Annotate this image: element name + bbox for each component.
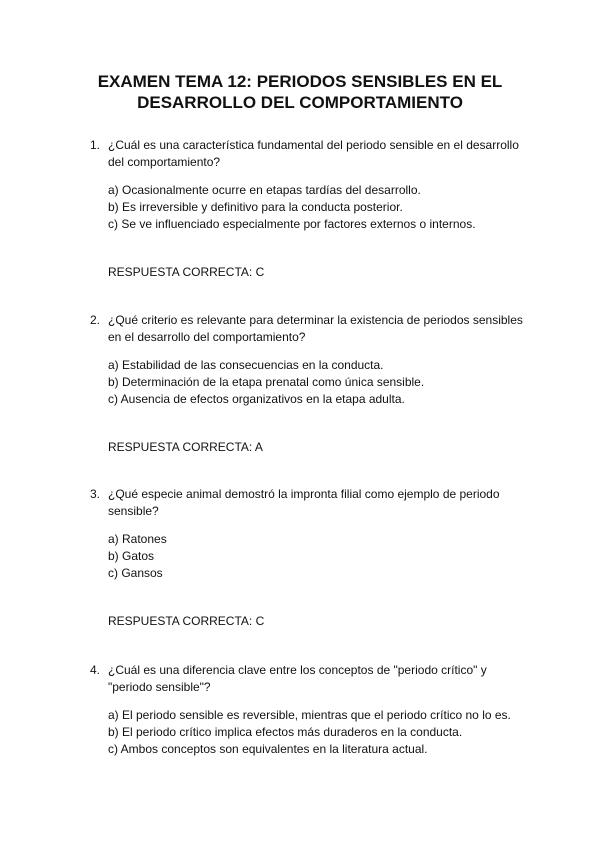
option: a) Ratones — [108, 532, 167, 546]
question-number: 3. — [90, 487, 101, 501]
question-text: ¿Qué criterio es relevante para determinar la existencia de periodos sensibles en el desarrollo del comportamiento? — [108, 313, 523, 344]
options-list — [90, 531, 530, 582]
title-line-2: DESARROLLO DEL COMPORTAMIENTO — [137, 93, 463, 112]
question-2 — [90, 312, 530, 456]
options-list — [90, 182, 530, 233]
option: a) Ocasionalmente ocurre en etapas tardías del desarrollo. — [108, 183, 421, 197]
option: b) El periodo crítico implica efectos más duraderos en la conducta. — [108, 725, 463, 739]
question-4 — [90, 662, 530, 758]
option: b) Determinación de la etapa prenatal como única sensible. — [108, 375, 425, 389]
question-row — [90, 662, 530, 696]
title-line-1: EXAMEN TEMA 12: PERIODOS SENSIBLES EN EL — [97, 72, 503, 91]
question-row — [90, 312, 530, 346]
question-number: 4. — [90, 663, 101, 677]
option: a) Estabilidad de las consecuencias en la conducta. — [108, 358, 384, 372]
option: b) Es irreversible y definitivo para la conducta posterior. — [108, 200, 403, 214]
option: c) Ausencia de efectos organizativos en la etapa adulta. — [108, 392, 405, 406]
option: c) Ambos conceptos son equivalentes en la literatura actual. — [108, 742, 428, 756]
options-list — [90, 357, 530, 408]
question-row — [90, 137, 530, 171]
question-3 — [90, 486, 530, 630]
question-number: 2. — [90, 313, 101, 327]
option: c) Se ve influenciado especialmente por factores externos o internos. — [108, 217, 476, 231]
correct-answer: RESPUESTA CORRECTA: C — [108, 614, 265, 628]
question-text: ¿Cuál es una característica fundamental del periodo sensible en el desarrollo del comportamiento? — [108, 138, 519, 169]
correct-answer: RESPUESTA CORRECTA: A — [108, 440, 263, 454]
option: b) Gatos — [108, 549, 155, 563]
question-text: ¿Cuál es una diferencia clave entre los conceptos de "periodo crítico" y "periodo sensible"? — [108, 663, 487, 694]
option: a) El periodo sensible es reversible, mientras que el periodo crítico no lo es. — [108, 708, 511, 722]
question-number: 1. — [90, 138, 101, 152]
options-list — [90, 707, 530, 758]
correct-answer: RESPUESTA CORRECTA: C — [108, 265, 265, 279]
exam-title — [0, 71, 600, 113]
question-text: ¿Qué especie animal demostró la impronta filial como ejemplo de periodo sensible? — [108, 487, 500, 518]
question-row — [90, 486, 530, 520]
question-1 — [90, 137, 530, 281]
option: c) Gansos — [108, 566, 163, 580]
